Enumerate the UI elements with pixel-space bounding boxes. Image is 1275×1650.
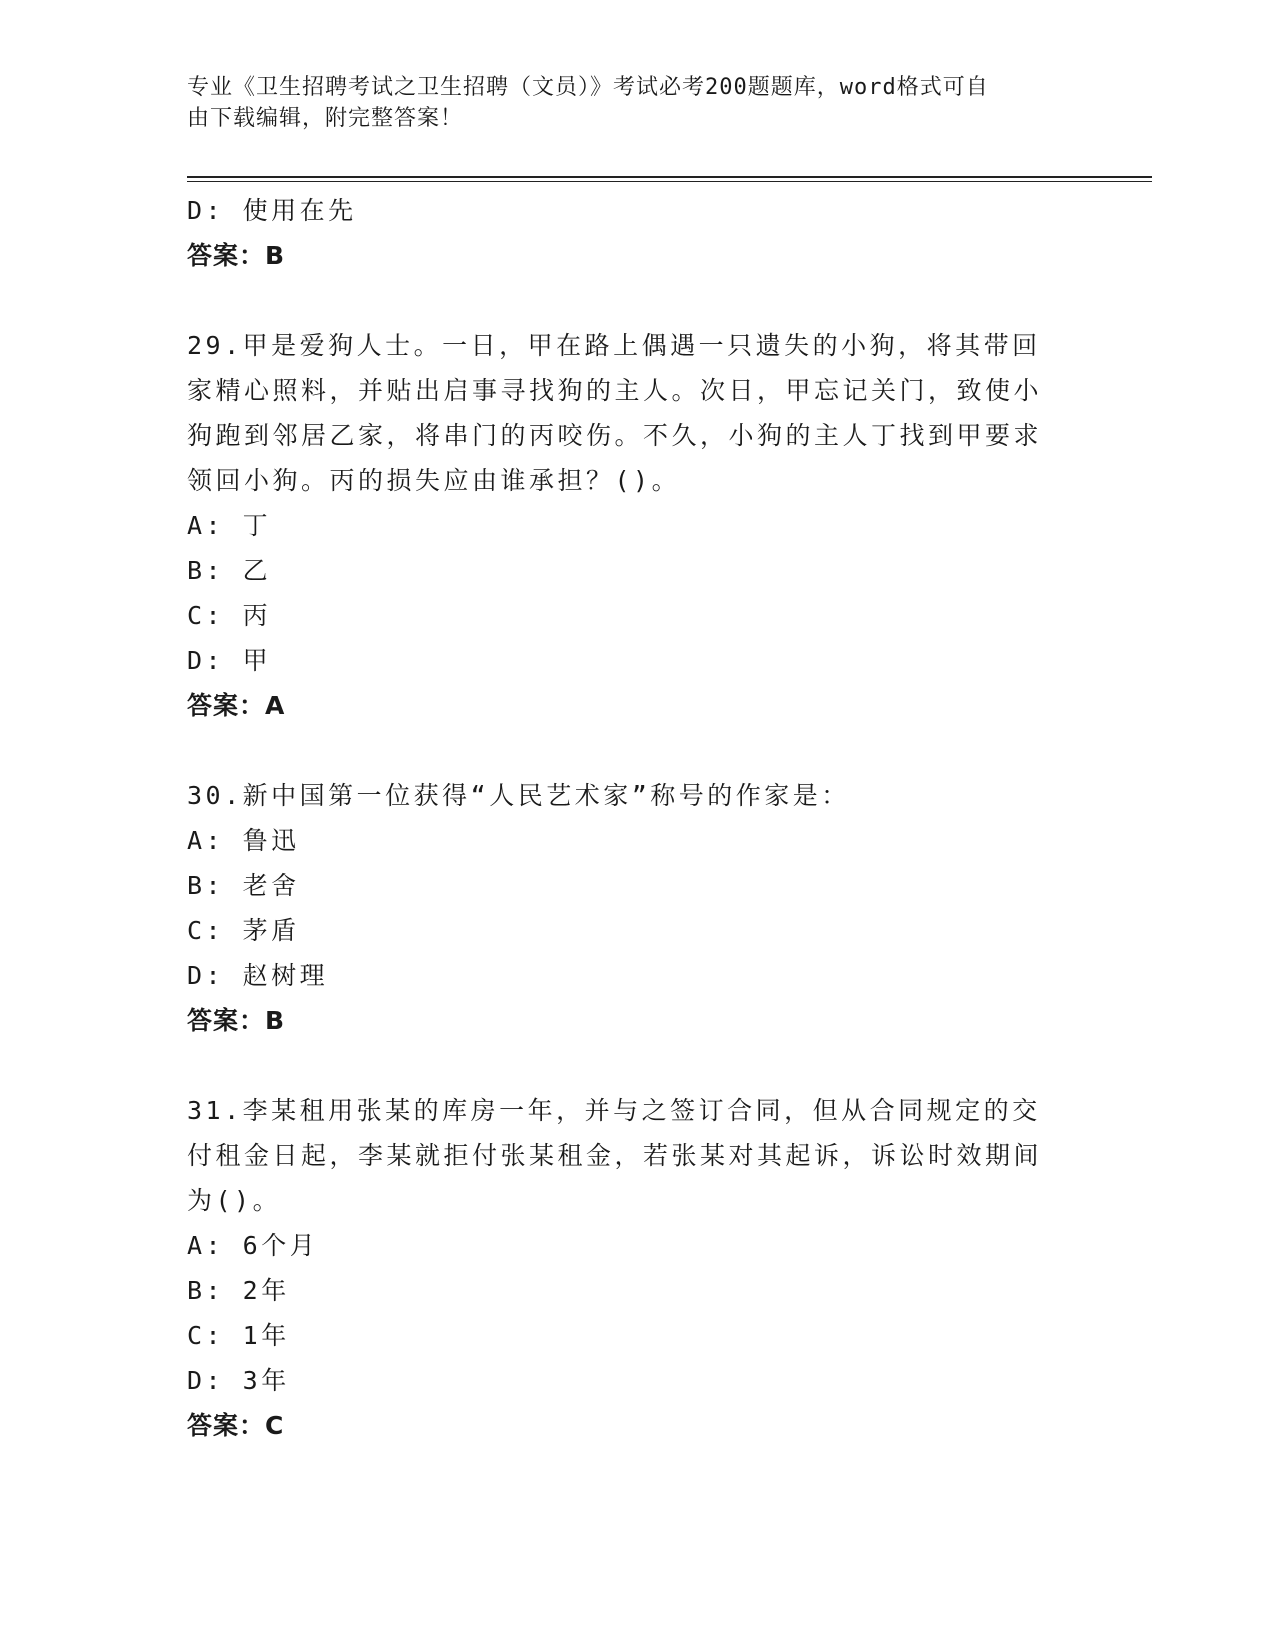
header-divider-thick [187, 176, 1152, 178]
prev-option-d: D: 使用在先 [187, 196, 357, 225]
header-line-1: 专业《卫生招聘考试之卫生招聘（文员）》考试必考200题题库，word格式可自 [187, 75, 989, 100]
option-c: C: 茅盾 [187, 916, 300, 945]
question-31 [187, 1088, 1067, 1448]
question-list [187, 188, 1067, 1448]
header-line-2: 由下载编辑，附完整答案！ [187, 106, 464, 131]
answer: 答案：B [187, 1006, 286, 1035]
answer: 答案：C [187, 1411, 285, 1440]
answer: 答案：A [187, 691, 286, 720]
question-text: 31.李某租用张某的库房一年，并与之签订合同，但从合同规定的交付租金日起，李某就拒付张某租金，若张某对其起诉，诉讼时效期间为()。 [187, 1096, 1043, 1215]
option-a: A: 丁 [187, 511, 272, 540]
question-30 [187, 773, 1067, 1043]
header-divider-thin [187, 181, 1152, 182]
option-d: D: 甲 [187, 646, 272, 675]
question-29 [187, 323, 1067, 728]
option-b: B: 2年 [187, 1276, 290, 1305]
option-d: D: 3年 [187, 1366, 290, 1395]
option-c: C: 丙 [187, 601, 272, 630]
option-c: C: 1年 [187, 1321, 290, 1350]
option-a: A: 6个月 [187, 1231, 319, 1260]
prev-answer: 答案：B [187, 241, 286, 270]
document-header [187, 72, 1057, 134]
option-d: D: 赵树理 [187, 961, 329, 990]
option-b: B: 老舍 [187, 871, 300, 900]
option-b: B: 乙 [187, 556, 272, 585]
option-a: A: 鲁迅 [187, 826, 300, 855]
question-text: 29.甲是爱狗人士。一日，甲在路上偶遇一只遗失的小狗，将其带回家精心照料，并贴出启事寻找狗的主人。次日，甲忘记关门，致使小狗跑到邻居乙家，将串门的丙咬伤。不久，小狗的主人丁找到甲要求领回小狗。丙的损失应由谁承担？()。 [187, 331, 1043, 495]
question-text: 30.新中国第一位获得“人民艺术家”称号的作家是： [187, 781, 850, 810]
